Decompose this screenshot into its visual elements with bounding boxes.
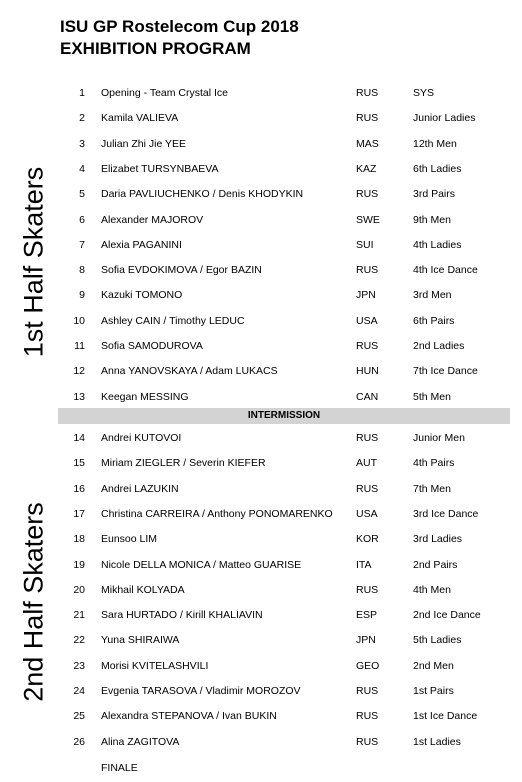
result-label: 3rd Ladies: [413, 533, 463, 546]
skater-number: 24: [73, 685, 85, 697]
skater-name: Miriam ZIEGLER / Severin KIEFER: [101, 457, 266, 470]
program-row: [60, 529, 510, 551]
program-row: [60, 504, 510, 526]
nation-code: USA: [356, 314, 378, 327]
program-row: [60, 605, 510, 627]
skater-number: 13: [73, 390, 85, 403]
nation-code: MAS: [356, 137, 379, 150]
program-row: [60, 210, 510, 232]
program-row: [60, 336, 510, 358]
program-row: [60, 184, 510, 206]
result-label: 2nd Ice Dance: [413, 609, 481, 622]
result-label: 3rd Ice Dance: [413, 507, 479, 520]
skater-name: Kazuki TOMONO: [101, 289, 183, 302]
skater-number: 17: [73, 507, 85, 520]
nation-code: HUN: [356, 365, 379, 378]
skater-name: Alexander MAJOROV: [101, 213, 204, 226]
nation-code: USA: [356, 507, 378, 520]
result-label: Junior Men: [413, 432, 465, 444]
skater-name: Christina CARREIRA / Anthony PONOMARENKO: [101, 507, 333, 520]
skater-number: 11: [74, 340, 85, 352]
result-label: 4th Ice Dance: [413, 264, 478, 277]
program-row: [60, 706, 510, 728]
result-label: 1st Ice Dance: [413, 710, 478, 723]
program-row: [60, 555, 510, 577]
program-row: [60, 732, 510, 754]
result-label: 12th Men: [413, 137, 457, 150]
skater-number: 6: [79, 213, 85, 226]
skater-name: Alina ZAGITOVA: [101, 735, 180, 748]
result-label: 3rd Men: [413, 289, 452, 302]
skater-number: 8: [79, 264, 85, 277]
result-label: 4th Pairs: [413, 457, 455, 470]
skater-name: Anna YANOVSKAYA / Adam LUKACS: [101, 365, 278, 378]
nation-code: JPN: [356, 634, 376, 647]
skater-name: Alexandra STEPANOVA / Ivan BUKIN: [101, 710, 277, 723]
result-label: 5th Men: [413, 390, 451, 403]
skater-number: 5: [79, 188, 85, 201]
skater-name: Keegan MESSING: [101, 390, 189, 403]
result-label: 4th Ladies: [413, 238, 462, 251]
skater-name: Elizabet TURSYNBAEVA: [101, 162, 219, 175]
nation-code: RUS: [356, 710, 379, 723]
program-row: [60, 580, 510, 602]
skater-number: 21: [73, 609, 85, 622]
finale-label: FINALE: [101, 762, 138, 774]
result-label: 2nd Ladies: [413, 340, 465, 352]
skater-name: Yuna SHIRAIWA: [101, 634, 180, 647]
finale-row: [60, 758, 510, 780]
skater-name: Sara HURTADO / Kirill KHALIAVIN: [101, 609, 263, 622]
nation-code: KOR: [356, 533, 379, 546]
skater-number: 26: [73, 735, 85, 748]
skater-number: 14: [73, 432, 85, 444]
program-row: [60, 361, 510, 383]
nation-code: RUS: [356, 583, 379, 596]
skater-number: 3: [79, 137, 85, 150]
result-label: 6th Pairs: [413, 314, 455, 327]
nation-code: ESP: [356, 609, 378, 622]
skater-number: 18: [73, 533, 85, 546]
nation-code: KAZ: [356, 162, 377, 175]
program-row: [60, 235, 510, 257]
program-row: [60, 453, 510, 475]
result-label: 9th Men: [413, 213, 451, 226]
program-row: [60, 159, 510, 181]
program-row: [60, 108, 510, 130]
title-line-2: EXHIBITION PROGRAM: [60, 39, 251, 58]
nation-code: RUS: [356, 482, 379, 495]
nation-code: RUS: [356, 340, 379, 352]
nation-code: RUS: [356, 264, 379, 277]
skater-number: 15: [73, 457, 85, 470]
nation-code: GEO: [356, 659, 380, 672]
skater-number: 22: [73, 634, 85, 647]
nation-code: SUI: [356, 238, 374, 251]
result-label: 2nd Pairs: [413, 558, 458, 571]
skater-number: 7: [79, 238, 85, 251]
skater-number: 2: [79, 112, 85, 125]
program-row: [60, 260, 510, 282]
program-row: [60, 134, 510, 156]
nation-code: AUT: [356, 457, 377, 470]
nation-code: CAN: [356, 390, 379, 403]
nation-code: SWE: [356, 213, 380, 226]
program-row: [60, 681, 510, 703]
skater-name: Julian Zhi Jie YEE: [101, 137, 187, 150]
nation-code: RUS: [356, 735, 379, 748]
skater-name: Mikhail KOLYADA: [101, 583, 185, 596]
skater-name: Andrei KUTOVOI: [101, 432, 182, 444]
skater-number: 12: [73, 365, 85, 378]
skater-name: Kamila VALIEVA: [101, 112, 179, 125]
result-label: 3rd Pairs: [413, 188, 456, 201]
skater-number: 4: [79, 162, 85, 175]
nation-code: JPN: [356, 289, 376, 302]
intermission-bar: INTERMISSION: [58, 408, 510, 424]
result-label: SYS: [413, 87, 435, 99]
result-label: 7th Men: [413, 482, 451, 495]
result-label: 5th Ladies: [413, 634, 462, 647]
second-half-label: 2nd Half Skaters: [18, 502, 49, 702]
program-row: [60, 83, 510, 105]
nation-code: RUS: [356, 87, 379, 99]
result-label: 7th Ice Dance: [413, 365, 478, 378]
skater-number: 1: [79, 87, 85, 99]
nation-code: RUS: [356, 112, 379, 125]
title-line-1: ISU GP Rostelecom Cup 2018: [60, 17, 299, 36]
nation-code: RUS: [356, 188, 379, 201]
skater-number: 9: [79, 289, 85, 302]
program-row: [60, 630, 510, 652]
skater-number: 25: [73, 710, 85, 723]
skater-name: Sofia SAMODUROVA: [101, 340, 203, 352]
program-row: [60, 656, 510, 678]
result-label: 2nd Men: [413, 659, 454, 672]
skater-number: 23: [73, 659, 85, 672]
nation-code: RUS: [356, 432, 379, 444]
program-row: [60, 311, 510, 333]
first-half-label: 1st Half Skaters: [18, 166, 49, 358]
result-label: 1st Pairs: [413, 685, 454, 697]
skater-name: Alexia PAGANINI: [101, 238, 182, 251]
program-row: [60, 428, 510, 450]
skater-name: Andrei LAZUKIN: [101, 482, 179, 495]
skater-name: Sofia EVDOKIMOVA / Egor BAZIN: [101, 264, 262, 277]
skater-name: Evgenia TARASOVA / Vladimir MOROZOV: [101, 685, 301, 697]
skater-number: 16: [73, 482, 85, 495]
result-label: Junior Ladies: [413, 112, 476, 125]
skater-name: Opening - Team Crystal Ice: [101, 87, 229, 99]
result-label: 1st Ladies: [413, 735, 461, 748]
result-label: 4th Men: [413, 583, 451, 596]
program-row: [60, 285, 510, 307]
skater-name: Daria PAVLIUCHENKO / Denis KHODYKIN: [101, 188, 304, 201]
page-title: [60, 16, 299, 60]
skater-number: 20: [73, 583, 85, 596]
skater-number: 10: [73, 314, 85, 327]
nation-code: ITA: [356, 558, 372, 571]
program-row: [60, 479, 510, 501]
nation-code: RUS: [356, 685, 379, 697]
skater-name: Ashley CAIN / Timothy LEDUC: [101, 314, 245, 327]
result-label: 6th Ladies: [413, 162, 462, 175]
skater-number: 19: [73, 558, 85, 571]
skater-name: Morisi KVITELASHVILI: [101, 659, 209, 672]
skater-name: Nicole DELLA MONICA / Matteo GUARISE: [101, 558, 302, 571]
skater-name: Eunsoo LIM: [101, 533, 158, 546]
program-row: [60, 387, 510, 409]
